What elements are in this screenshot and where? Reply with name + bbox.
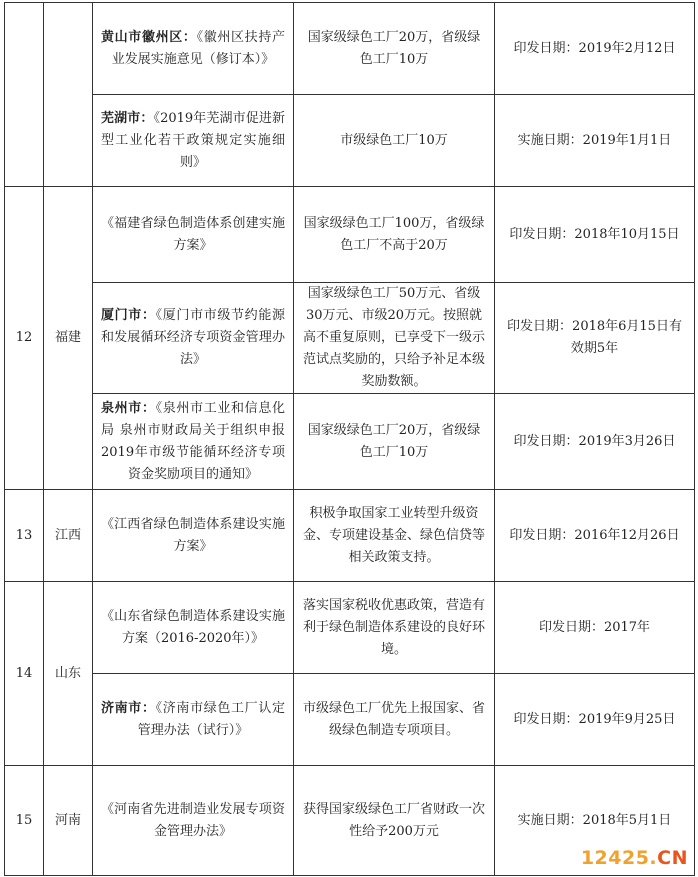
- row-number-cell: 15: [5, 766, 44, 876]
- policy-cell: [93, 674, 294, 766]
- policy-title: 《江西省绿色制造体系建设实施方案》: [101, 516, 285, 554]
- row-number-cell: [5, 3, 44, 187]
- policy-title: 《山东省绿色制造体系建设实施方案（2016-2020年）》: [101, 608, 285, 646]
- city-label: 济南市：: [101, 700, 156, 716]
- policy-cell: [93, 187, 294, 283]
- table-row: [5, 394, 695, 490]
- date-cell: 印发日期：2018年6月15日有效期5年: [495, 283, 695, 394]
- policy-title: 《徽州区扶持产业发展实施意见（修订本）》: [111, 29, 285, 67]
- policy-cell: [93, 3, 294, 95]
- date-cell: 印发日期：2016年12月26日: [495, 490, 695, 582]
- support-cell: 国家级绿色工厂100万，省级绿色工厂不高于20万: [294, 187, 495, 283]
- policy-title: 《泉州市工业和信息化局 泉州市财政局关于组织申报2019年市级节能循环经济专项资金奖励项目的通知》: [101, 400, 285, 482]
- policy-cell: [93, 582, 294, 674]
- policy-cell: [93, 394, 294, 490]
- support-cell: 市级绿色工厂优先上报国家、省级绿色制造专项项目。: [294, 674, 495, 766]
- table-row: [5, 187, 695, 283]
- date-cell: 印发日期：2019年3月26日: [495, 394, 695, 490]
- date-cell: 实施日期：2019年1月1日: [495, 95, 695, 187]
- support-cell: 市级绿色工厂10万: [294, 95, 495, 187]
- table-row: [5, 3, 695, 95]
- date-cell: 实施日期：2018年5月1日: [495, 766, 695, 876]
- support-cell: 国家级绿色工厂20万，省级绿色工厂10万: [294, 394, 495, 490]
- policy-title: 《厦门市市级节约能源和发展循环经济专项资金管理办法》: [101, 308, 285, 367]
- policy-title: 《2019年芜湖市促进新型工业化若干政策规定实施细则》: [101, 110, 285, 170]
- policy-cell: [93, 766, 294, 876]
- policy-cell: [93, 490, 294, 582]
- date-cell: 印发日期：2019年9月25日: [495, 674, 695, 766]
- date-cell: 印发日期：2017年: [495, 582, 695, 674]
- row-number-cell: 12: [5, 187, 44, 490]
- support-cell: 落实国家税收优惠政策，营造有利于绿色制造体系建设的良好环境。: [294, 582, 495, 674]
- table-row: [5, 582, 695, 674]
- row-number-cell: 13: [5, 490, 44, 582]
- support-cell: 获得国家级绿色工厂省财政一次性给予200万元: [294, 766, 495, 876]
- policy-cell: [93, 283, 294, 394]
- table-row: [5, 674, 695, 766]
- city-label: 泉州市：: [101, 400, 156, 416]
- support-cell: 国家级绿色工厂50万元、省级30万元、市级20万元。按照就高不重复原则，已享受下一级示范试点奖励的，只给予补足本级奖励数额。: [294, 283, 495, 394]
- city-label: 黄山市徽州区：: [101, 29, 197, 45]
- policy-cell: [93, 95, 294, 187]
- date-cell: 印发日期：2018年10月15日: [495, 187, 695, 283]
- policy-title: 《济南市绿色工厂认定管理办法（试行）》: [137, 700, 285, 738]
- support-cell: 积极争取国家工业转型升级资金、专项建设基金、绿色信贷等相关政策支持。: [294, 490, 495, 582]
- support-cell: 国家级绿色工厂20万，省级绿色工厂10万: [294, 3, 495, 95]
- province-cell: 福建: [44, 187, 93, 490]
- policy-title: 《河南省先进制造业发展专项资金管理办法》: [101, 801, 285, 839]
- site-watermark: 12425.CN: [580, 847, 688, 869]
- province-cell: 河南: [44, 766, 93, 876]
- province-cell: [44, 3, 93, 187]
- row-number-cell: 14: [5, 582, 44, 766]
- table-row: [5, 283, 695, 394]
- city-label: 厦门市：: [101, 308, 156, 323]
- policy-table: [4, 2, 695, 876]
- policy-title: 《福建省绿色制造体系创建实施方案》: [101, 215, 285, 253]
- table-row: [5, 490, 695, 582]
- date-cell: 印发日期：2019年2月12日: [495, 3, 695, 95]
- table-row: [5, 95, 695, 187]
- province-cell: 江西: [44, 490, 93, 582]
- city-label: 芜湖市：: [101, 110, 154, 126]
- province-cell: 山东: [44, 582, 93, 766]
